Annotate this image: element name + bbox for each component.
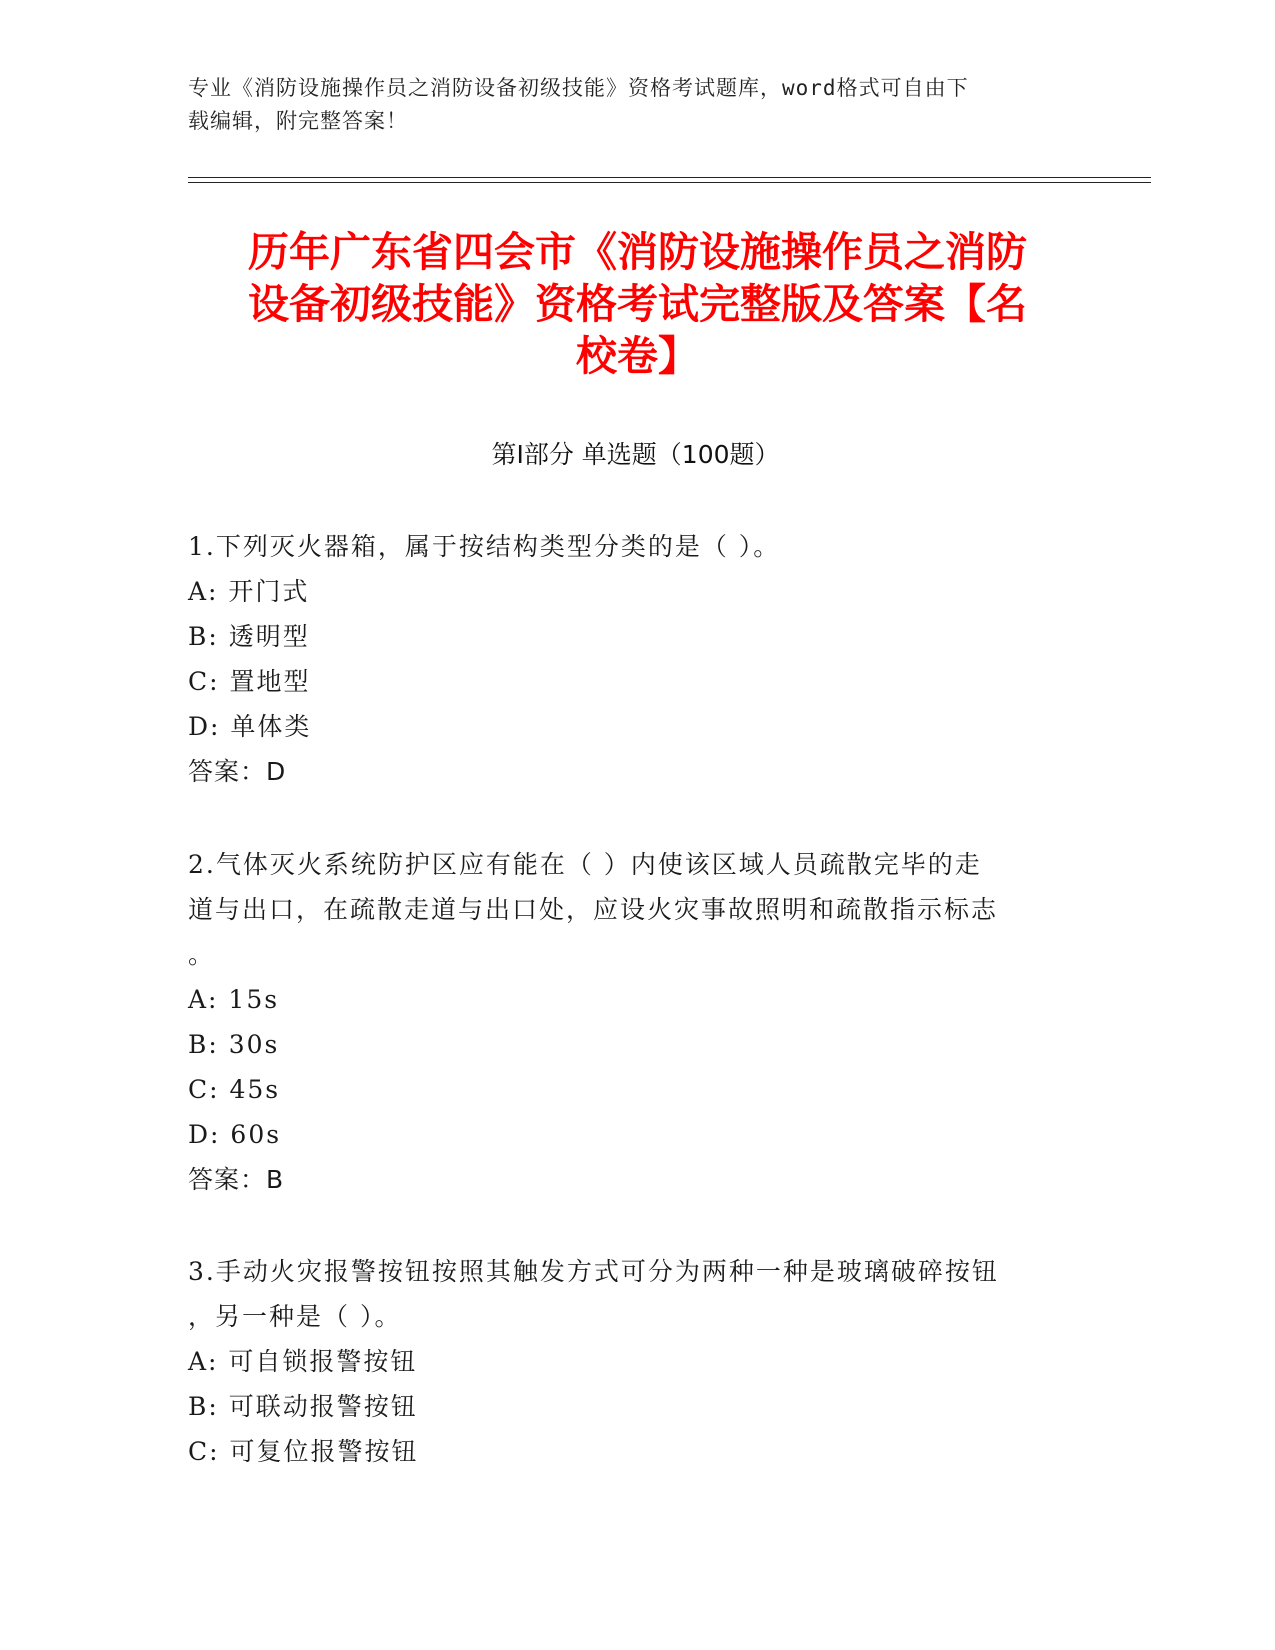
answer-option: C: 45s — [188, 1075, 281, 1104]
question-item — [188, 524, 1068, 794]
page-title — [180, 226, 1095, 382]
answer-option: B: 30s — [188, 1030, 280, 1059]
question-item — [188, 842, 1068, 1202]
question-stem: 3.手动火灾报警按钮按照其触发方式可分为两种一种是玻璃破碎按钮 — [188, 1257, 999, 1286]
answer-option: B: 可联动报警按钮 — [188, 1392, 418, 1421]
header-divider — [188, 177, 1151, 178]
header-note — [188, 72, 1088, 138]
title-line: 历年广东省四会市《消防设施操作员之消防 — [248, 228, 1027, 276]
question-stem: 。 — [188, 940, 216, 969]
header-note-line: 专业《消防设施操作员之消防设备初级技能》资格考试题库，word格式可自由下 — [188, 76, 969, 100]
answer-key: 答案：B — [188, 1165, 285, 1194]
answer-option: A: 可自锁报警按钮 — [188, 1347, 418, 1376]
answer-option: C: 可复位报警按钮 — [188, 1437, 419, 1466]
question-item — [188, 1249, 1068, 1474]
answer-key: 答案：D — [188, 757, 287, 786]
answer-option: C: 置地型 — [188, 667, 311, 696]
title-line: 设备初级技能》资格考试完整版及答案【名 — [248, 280, 1027, 328]
header-note-line: 载编辑，附完整答案！ — [188, 109, 408, 133]
answer-option: D: 60s — [188, 1120, 282, 1149]
title-line: 校卷】 — [576, 332, 699, 380]
answer-option: D: 单体类 — [188, 712, 312, 741]
question-stem: 道与出口，在疏散走道与出口处，应设火灾事故照明和疏散指示标志 — [188, 895, 999, 924]
question-stem: 1.下列灭火器箱，属于按结构类型分类的是（ ）。 — [188, 532, 781, 561]
answer-option: A: 15s — [188, 985, 280, 1014]
question-stem: 2.气体灭火系统防护区应有能在（ ）内使该区域人员疏散完毕的走 — [188, 850, 982, 879]
answer-option: A: 开门式 — [188, 577, 310, 606]
section-heading: 第Ⅰ部分 单选题（100题） — [491, 440, 780, 469]
header-divider — [188, 182, 1151, 183]
question-stem: ，另一种是（ ）。 — [188, 1302, 402, 1331]
answer-option: B: 透明型 — [188, 622, 310, 651]
